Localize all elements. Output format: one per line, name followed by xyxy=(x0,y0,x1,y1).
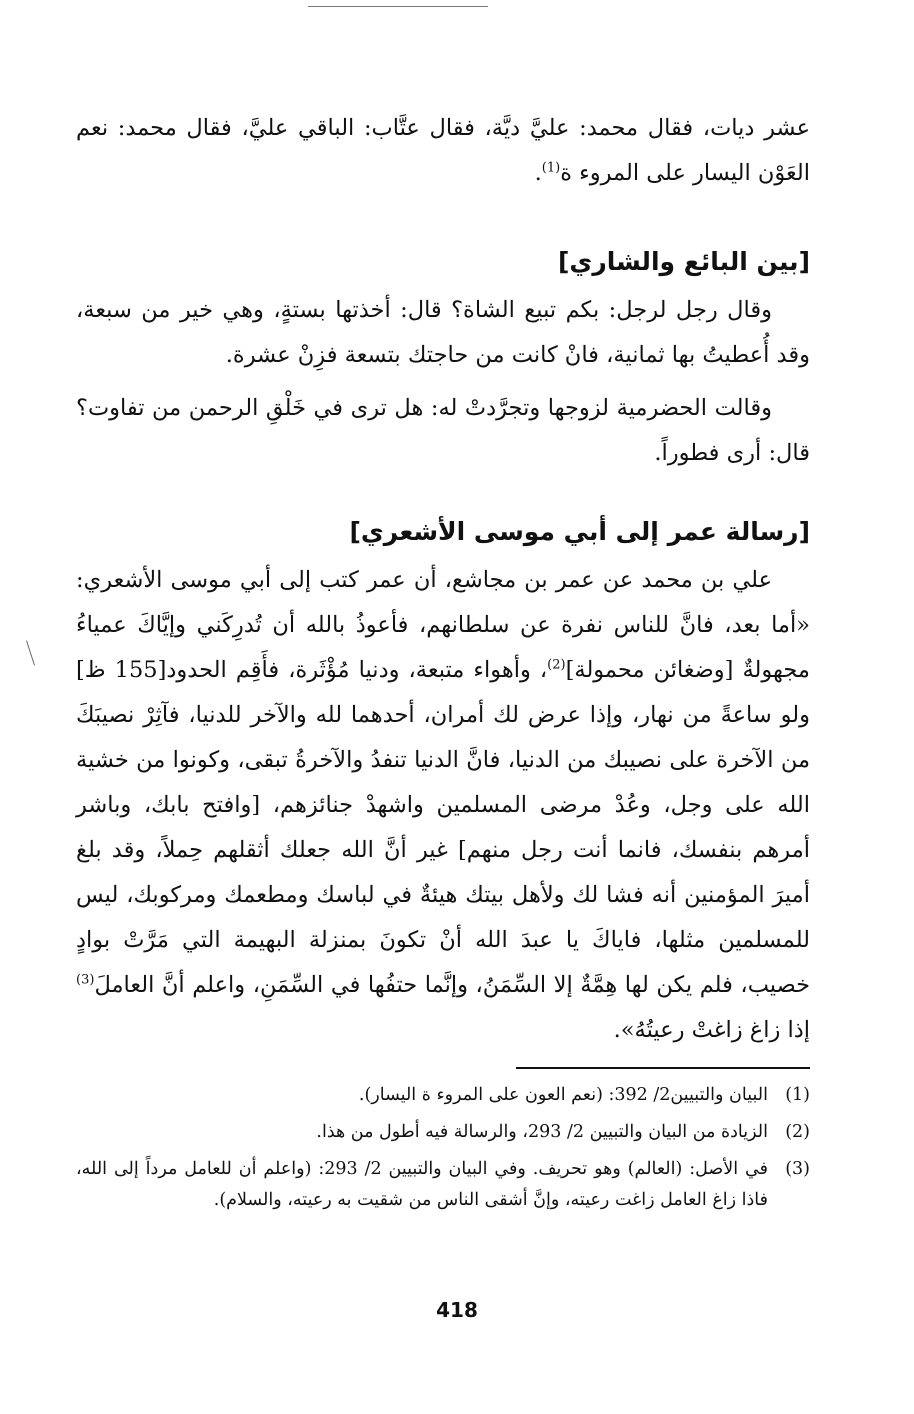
section-heading-umar-letter: [رسالة عمر إلى أبي موسى الأشعري] xyxy=(349,517,810,546)
footnote-text: الزيادة من البيان والتبيين 2/ 293، والرسالة فيه أطول من هذا. xyxy=(316,1122,768,1142)
section-heading-seller-buyer: [بين البائع والشاري] xyxy=(558,247,810,276)
margin-mark xyxy=(26,640,35,665)
footnote-number: (2) xyxy=(785,1122,810,1142)
top-rule xyxy=(308,6,488,7)
paragraph-umar-letter xyxy=(76,558,810,1053)
letter-text-c: إذا زاغ زاغتْ رعيتُهُ». xyxy=(613,1017,810,1043)
intro-tail: . xyxy=(534,160,542,186)
footnote-text: البيان والتبيين2/ 392: (نعم العون على المروء ة اليسار). xyxy=(358,1085,768,1105)
paragraph-hadramiya: وقالت الحضرمية لزوجها وتجرَّدتْ له: هل ترى في خَلْقِ الرحمن من تفاوت؟ قال: أرى فطوراً. xyxy=(76,395,810,466)
footnote-number: (3) xyxy=(785,1159,810,1179)
letter-text-a: علي بن محمد عن عمر بن مجاشع، أن عمر كتب إلى أبي موسى الأشعري: «أما بعد، فانَّ للناس نفرة عن سلطانهم، فأعوذُ بالله أن تُدرِكَني وإيَّاكَ عمياءُ مجهولةٌ [وضغائن محمولة] xyxy=(76,567,810,683)
footnote-item xyxy=(76,1154,810,1216)
footnote-number: (1) xyxy=(785,1085,810,1105)
footnote-text: في الأصل: (العالم) وهو تحريف. وفي البيان والتبيين 2/ 293: (واعلم أن للعامل مرداً إلى الله، فاذا زاغ العامل زاغت رعيته، وإنَّ أشقى الناس من شقيت به رعيته، والسلام). xyxy=(76,1159,768,1210)
footnote-ref-2[interactable]: (2) xyxy=(547,657,566,673)
footnote-ref-3[interactable]: (3) xyxy=(76,972,95,988)
footnote-item xyxy=(76,1080,810,1111)
page-number: 418 xyxy=(436,1298,478,1322)
intro-paragraph xyxy=(76,106,810,196)
intro-text: عشر ديات، فقال محمد: عليَّ ديَّة، فقال عتَّاب: الباقي عليَّ، فقال محمد: نعم العَوْن اليسار على المروء ة xyxy=(76,115,810,186)
footnotes xyxy=(76,1080,810,1222)
footnote-item xyxy=(76,1117,810,1148)
footnote-separator xyxy=(516,1067,810,1069)
footnote-ref-1[interactable]: (1) xyxy=(541,160,561,176)
letter-text-b: ، وأهواء متبعة، ودنيا مُؤْثَرة، فأَقِم الحدود[155 ظ] ولو ساعةً من نهار، وإذا عرض لك أمران، أحدهما لله والآخر للدنيا، فآثِرْ نصيبَكَ من الآخرة على نصيبك من الدنيا، فانَّ الدنيا تنفدُ والآخرةُ تبقى، وكونوا من خشية الله على وجل، وعُدْ مرضى المسلمين واشهدْ جنائزهم، [وافتح بابك، وباشر أمرهم بنفسك، فانما أنت رجل منهم] غير أنَّ الله جعلك أثقلهم حِملاً، وقد بلغ أميرَ المؤمنين أنه فشا لك ولأهل بيتك هيئةٌ في لباسك ومطعمك ومركوبك، ليس للمسلمين مثلها، فاياكَ يا عبدَ الله أنْ تكونَ بمنزلة البهيمة التي مَرَّتْ بوادٍ خصيب، فلم يكن لها هِمَّةٌ إلا السِّمَنُ، وإنَّما حتفُها في السِّمَنِ، واعلم أنَّ العاملَ xyxy=(76,657,810,998)
page-body xyxy=(76,106,810,1053)
paragraph-sheep-sale: وقال رجل لرجل: بكم تبيع الشاة؟ قال: أخذتها بستةٍ، وهي خير من سبعة، وقد أُعطيتُ بها ثمانية، فانْ كانت من حاجتك بتسعة فزِنْ عشرة. xyxy=(76,297,810,368)
